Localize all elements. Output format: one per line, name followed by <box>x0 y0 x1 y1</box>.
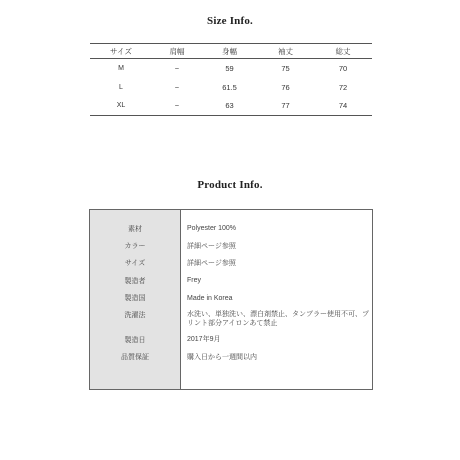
table-row <box>90 59 372 78</box>
product-info-title: Product Info. <box>197 179 263 191</box>
table-row <box>90 97 372 116</box>
table-cell: L <box>119 83 123 91</box>
size-table <box>90 43 372 116</box>
header-chest: 身幅 <box>222 46 237 56</box>
table-cell: 74 <box>338 101 348 111</box>
table-cell: − <box>174 63 180 73</box>
table-cell: 70 <box>338 63 348 73</box>
label-washing: 洗濯法 <box>124 311 146 319</box>
header-shoulder: 肩幅 <box>169 46 185 56</box>
label-color: カラー <box>124 243 146 251</box>
label-warranty: 品質保証 <box>121 354 149 362</box>
table-cell: XL <box>116 102 126 110</box>
label-manufacture-date: 製造日 <box>124 336 146 344</box>
value-warranty: 購入日から一週間以内 <box>187 353 257 361</box>
label-material: 素材 <box>128 225 142 233</box>
table-cell: 75 <box>281 63 290 73</box>
value-washing: 水洗い、単独洗い、漂白剤禁止、タンブラー使用不可、プリント部分アイロンあて禁止 <box>187 310 369 327</box>
header-length: 総丈 <box>335 46 351 56</box>
product-info-table <box>89 209 373 390</box>
header-size: サイズ <box>110 46 132 56</box>
product-labels-column <box>90 210 181 389</box>
size-info-title: Size Info. <box>207 15 253 27</box>
table-cell: 76 <box>281 82 290 92</box>
value-country: Made in Korea <box>187 294 233 302</box>
value-manufacture-date: 2017年9月 <box>187 336 221 344</box>
header-sleeve: 袖丈 <box>278 46 293 56</box>
table-cell: 72 <box>338 82 348 92</box>
table-cell: 77 <box>281 101 290 111</box>
value-color: 詳細ページ参照 <box>187 242 236 250</box>
table-row <box>90 78 372 97</box>
table-cell: − <box>174 101 180 111</box>
value-size: 詳細ページ参照 <box>187 259 236 267</box>
value-manufacturer: Frey <box>187 277 201 285</box>
table-cell: − <box>174 82 180 92</box>
table-cell: 59 <box>225 63 234 73</box>
table-cell: 61.5 <box>222 82 237 92</box>
product-values-column <box>181 210 372 389</box>
label-manufacturer: 製造者 <box>124 277 146 285</box>
label-size: サイズ <box>124 260 146 268</box>
size-table-header <box>90 44 372 59</box>
table-cell: 63 <box>225 101 234 111</box>
value-material: Polyester 100% <box>187 225 237 233</box>
label-country: 製造国 <box>124 295 146 303</box>
table-cell: M <box>118 64 124 72</box>
